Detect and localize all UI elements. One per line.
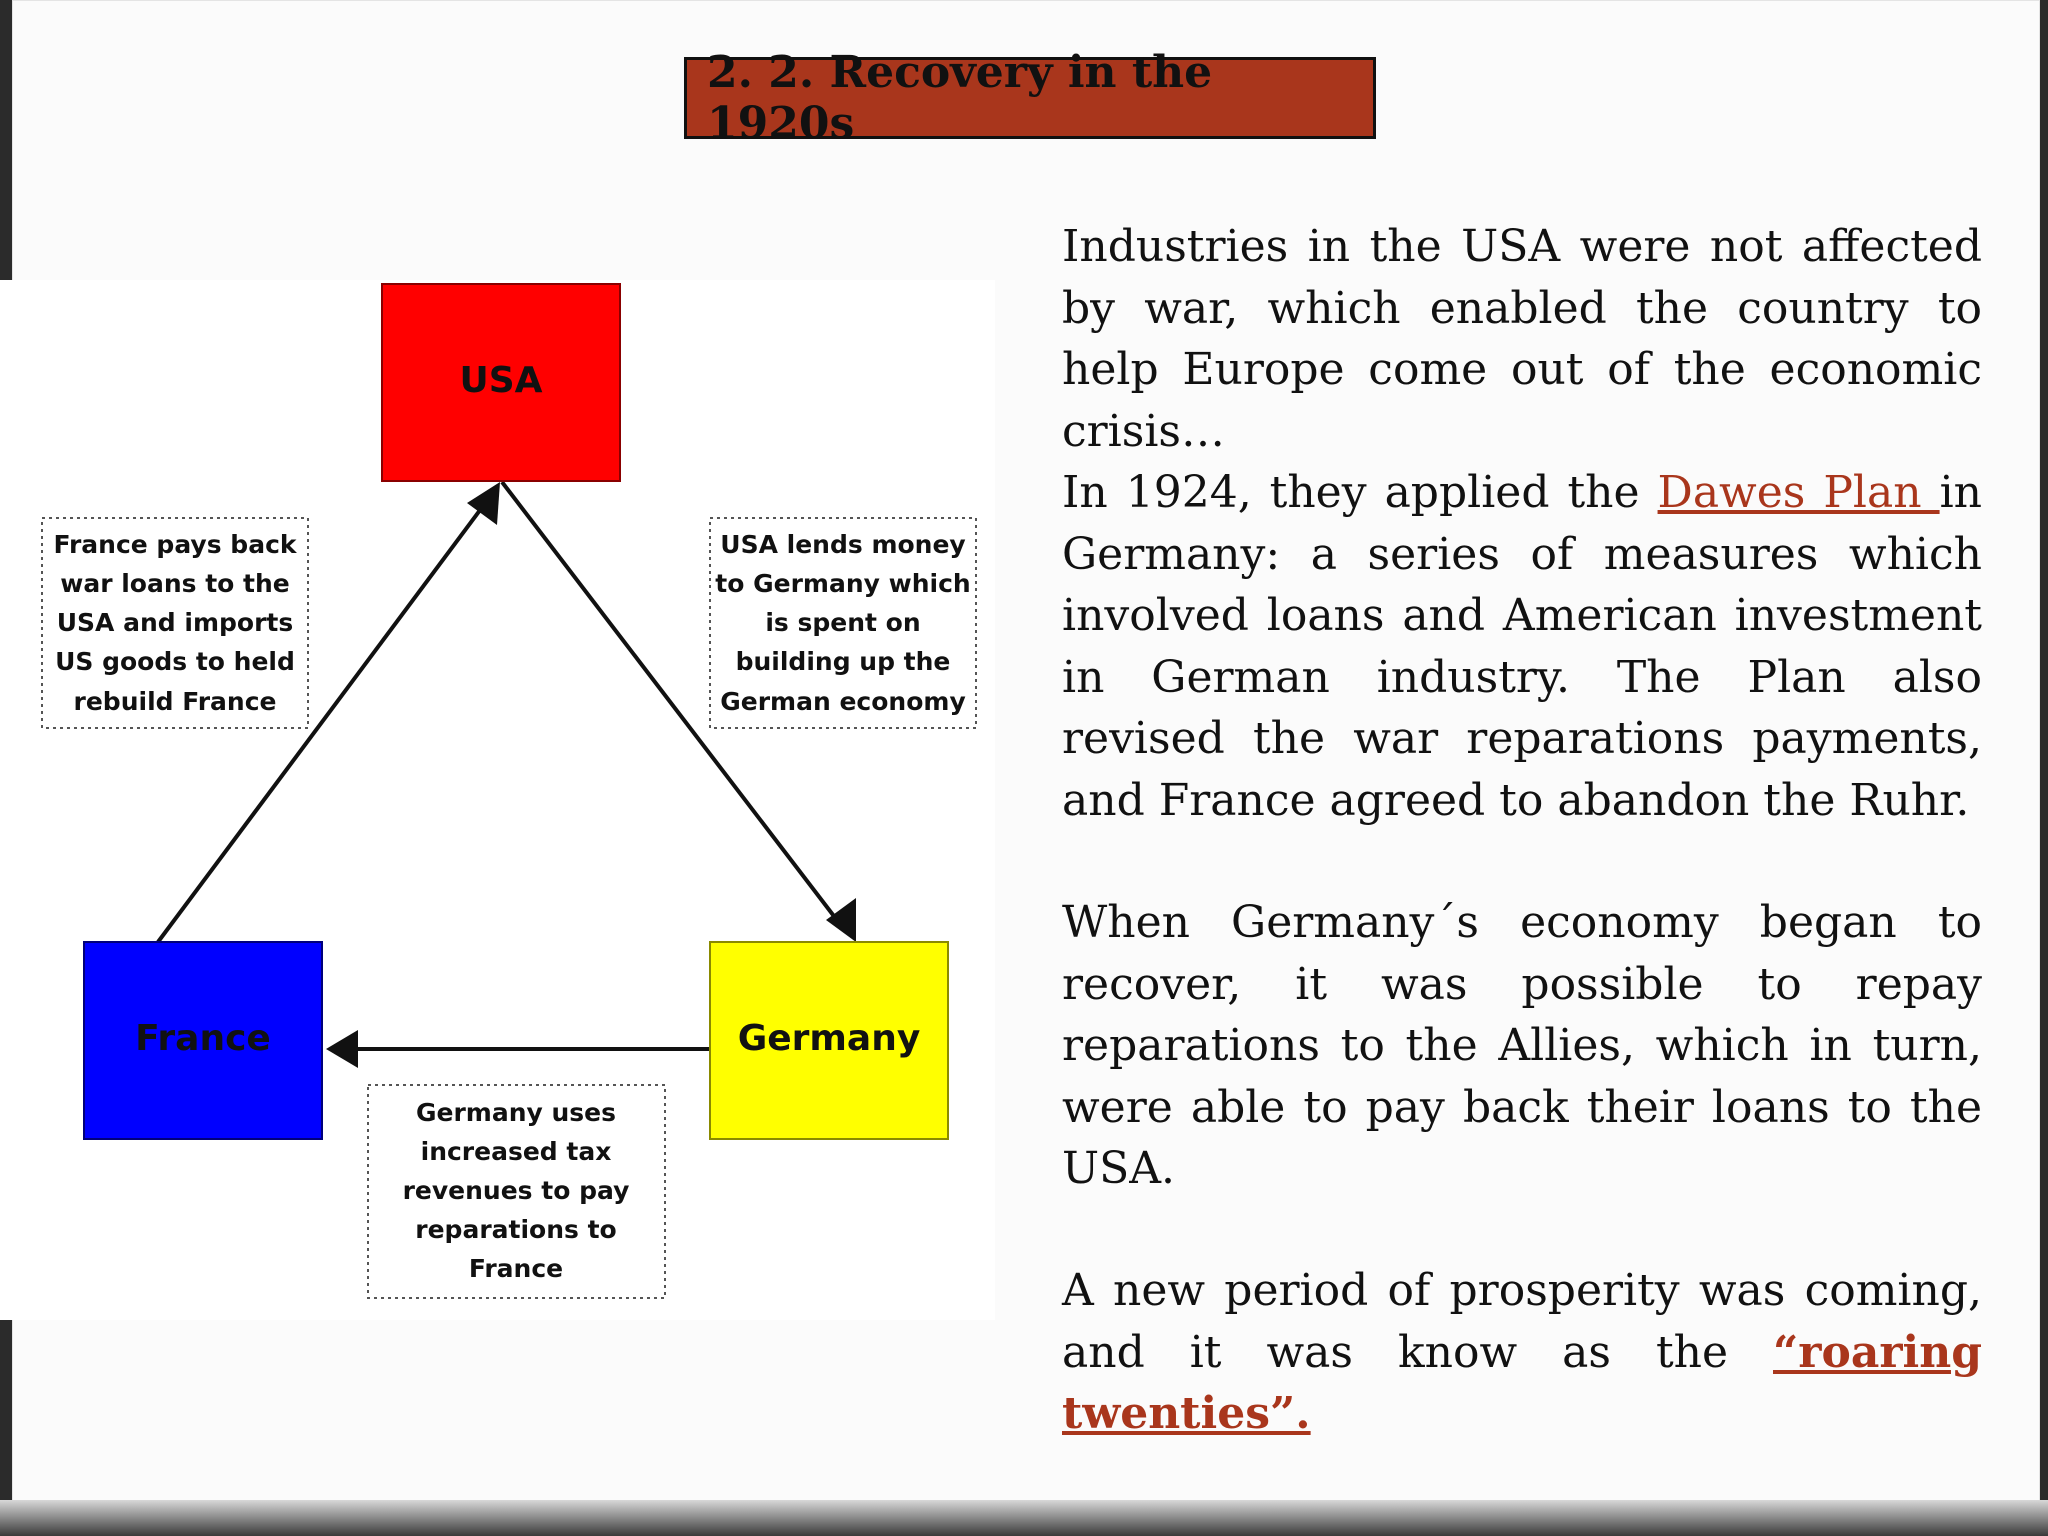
paragraph-prosperity [1062, 1260, 1982, 1445]
note-line: German economy [720, 687, 966, 716]
note-line: USA lends money [720, 530, 966, 559]
note-france-pays-back [42, 518, 308, 728]
paragraph-dawes-text-end: in Germany: a series of measures which involved loans and American investment in German industry. The Plan also revised the war reparations payments, and France agreed to abandon the Ruhr. [1062, 467, 1982, 826]
note-line: increased tax [420, 1137, 612, 1166]
note-line: revenues to pay [402, 1176, 630, 1205]
note-line: war loans to the [60, 569, 290, 598]
note-line: US goods to held [55, 647, 295, 676]
node-france-label: France [135, 1018, 271, 1059]
paragraph-recovery [1062, 892, 1982, 1200]
note-line: France [468, 1254, 564, 1283]
node-france [84, 942, 322, 1139]
paragraph-dawes-text-start: In 1924, they applied the [1062, 467, 1658, 518]
paragraph-dawes-plan [1062, 462, 1982, 831]
paragraph-industries [1062, 216, 1982, 462]
roaring-twenties-link[interactable]: “roaring twenties”. [1062, 1326, 1982, 1439]
node-usa-label: USA [459, 360, 543, 401]
note-line: France pays back [53, 530, 297, 559]
slide-bottom-edge [0, 1500, 2048, 1536]
note-usa-lends-money [710, 518, 976, 728]
dawes-plan-link[interactable]: Dawes Plan [1657, 467, 1940, 518]
note-line: is spent on [765, 608, 921, 637]
economic-cycle-diagram [0, 0, 1000, 1320]
note-line: USA and imports [56, 608, 294, 637]
node-germany [710, 942, 948, 1139]
note-line: reparations to [415, 1215, 617, 1244]
node-usa [382, 284, 620, 481]
slide-title-text: 2. 2. Recovery in the 1920s [707, 47, 1213, 149]
paragraph-prosperity-text: A new period of prosperity was coming, and it was know as the [1062, 1265, 1982, 1378]
note-line: to Germany which [715, 569, 971, 598]
note-line: Germany uses [415, 1098, 617, 1127]
node-germany-label: Germany [737, 1018, 921, 1059]
paragraph-industries-text: Industries in the USA were not affected by war, which enabled the country to help Europe come out of the economic crisis… [1062, 221, 1982, 457]
note-line: rebuild France [73, 687, 277, 716]
note-germany-uses-tax [368, 1085, 665, 1298]
note-line: building up the [735, 647, 951, 676]
paragraph-recovery-text: When Germany´s economy began to recover, it was possible to repay reparations to the Allies, which in turn, were able to pay back their loans to the USA. [1062, 897, 1982, 1194]
